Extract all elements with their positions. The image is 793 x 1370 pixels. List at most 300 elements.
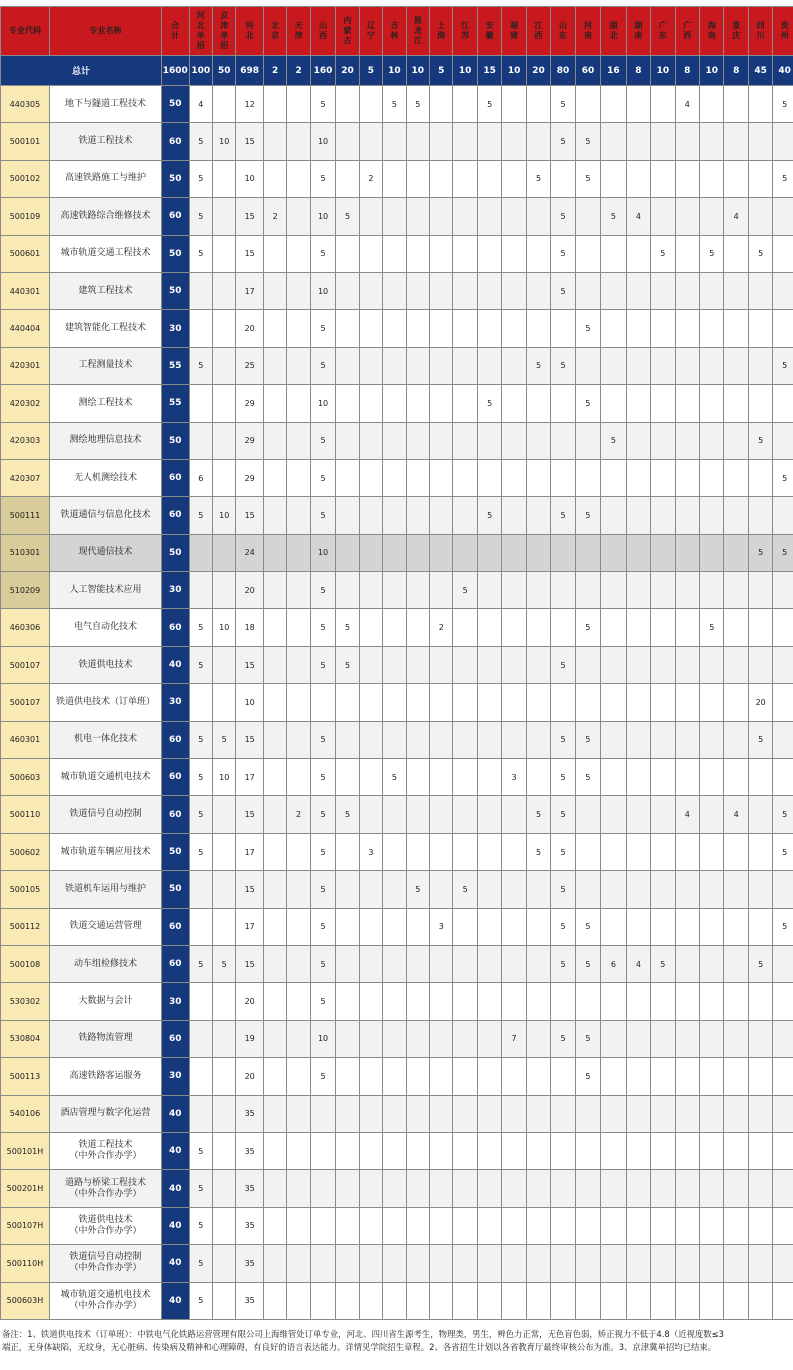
quota-cell (675, 572, 699, 609)
quota-cell (359, 497, 382, 534)
quota-cell: 5 (700, 609, 724, 646)
quota-cell (601, 1170, 626, 1207)
quota-cell (626, 1207, 650, 1244)
quota-cell (575, 1245, 600, 1282)
quota-cell (336, 1058, 359, 1095)
table-row (1, 871, 793, 908)
quota-cell (551, 534, 575, 571)
quota-cell (651, 272, 675, 309)
quota-cell (430, 1282, 453, 1319)
quota-cell (601, 759, 626, 796)
quota-cell (336, 759, 359, 796)
quota-cell (502, 123, 526, 160)
quota-cell (700, 983, 724, 1020)
quota-cell (601, 1282, 626, 1319)
quota-cell (675, 759, 699, 796)
quota-cell (263, 1245, 286, 1282)
quota-cell (626, 721, 650, 758)
quota-cell: 5 (773, 86, 793, 123)
quota-cell (336, 385, 359, 422)
table-row (1, 796, 793, 833)
major-name: 铁道信号自动控制 （中外合作办学） (49, 1245, 161, 1282)
quota-cell (526, 609, 550, 646)
quota-cell: 5 (551, 1020, 575, 1057)
major-code: 500105 (1, 871, 50, 908)
sum-cell: 10 (651, 56, 675, 86)
quota-cell (773, 1058, 793, 1095)
quota-cell (724, 1282, 748, 1319)
quota-cell (359, 721, 382, 758)
quota-cell (453, 1245, 477, 1282)
quota-cell (263, 1020, 286, 1057)
quota-cell (675, 534, 699, 571)
quota-cell (502, 945, 526, 982)
quota-cell (453, 684, 477, 721)
quota-cell (748, 1058, 772, 1095)
quota-cell (724, 534, 748, 571)
quota-cell: 5 (310, 572, 335, 609)
quota-cell (502, 198, 526, 235)
quota-cell (212, 1132, 235, 1169)
quota-cell: 2 (263, 198, 286, 235)
major-total: 50 (162, 86, 190, 123)
header-region: 山东 (551, 7, 575, 56)
quota-cell (453, 385, 477, 422)
quota-cell (502, 160, 526, 197)
quota-cell (336, 983, 359, 1020)
quota-cell (773, 310, 793, 347)
major-code: 500110 (1, 796, 50, 833)
major-name: 铁道交通运营管理 (49, 908, 161, 945)
table-row (1, 833, 793, 870)
quota-cell: 17 (236, 759, 264, 796)
quota-cell (406, 1282, 429, 1319)
major-name: 工程测量技术 (49, 347, 161, 384)
quota-cell (406, 1058, 429, 1095)
major-total: 30 (162, 684, 190, 721)
quota-cell (383, 721, 406, 758)
quota-cell (430, 347, 453, 384)
quota-cell (575, 86, 600, 123)
sum-cell: 10 (700, 56, 724, 86)
header-name: 专业名称 (49, 7, 161, 56)
quota-cell: 5 (551, 198, 575, 235)
quota-cell: 5 (310, 459, 335, 496)
quota-cell: 35 (236, 1282, 264, 1319)
quota-cell (430, 1132, 453, 1169)
quota-cell (359, 1245, 382, 1282)
table-row (1, 609, 793, 646)
quota-cell (748, 123, 772, 160)
quota-cell (675, 160, 699, 197)
quota-cell (700, 1132, 724, 1169)
quota-cell (551, 1207, 575, 1244)
sum-row (1, 56, 793, 86)
quota-cell (626, 1020, 650, 1057)
major-total: 50 (162, 422, 190, 459)
major-total: 30 (162, 310, 190, 347)
quota-cell (724, 422, 748, 459)
quota-cell (430, 1245, 453, 1282)
major-total: 60 (162, 759, 190, 796)
major-code: 500113 (1, 1058, 50, 1095)
quota-cell (287, 983, 310, 1020)
quota-cell (651, 347, 675, 384)
quota-cell (430, 385, 453, 422)
quota-cell: 5 (189, 235, 212, 272)
sum-label: 总计 (1, 56, 162, 86)
quota-cell (626, 347, 650, 384)
quota-cell: 5 (575, 497, 600, 534)
major-code: 500107 (1, 646, 50, 683)
quota-cell: 10 (212, 759, 235, 796)
quota-cell (551, 459, 575, 496)
quota-cell (626, 459, 650, 496)
quota-cell: 15 (236, 646, 264, 683)
sum-cell: 10 (383, 56, 406, 86)
quota-cell (748, 1020, 772, 1057)
quota-cell (336, 86, 359, 123)
quota-cell (383, 1282, 406, 1319)
quota-cell (651, 1020, 675, 1057)
header-region: 湖南 (626, 7, 650, 56)
header-region: 北京 (263, 7, 286, 56)
quota-cell: 12 (236, 86, 264, 123)
quota-cell (700, 459, 724, 496)
quota-cell (263, 497, 286, 534)
quota-cell: 20 (236, 572, 264, 609)
quota-cell (336, 534, 359, 571)
quota-cell (773, 1207, 793, 1244)
major-total: 55 (162, 385, 190, 422)
major-code: 420307 (1, 459, 50, 496)
quota-cell (700, 646, 724, 683)
quota-cell (383, 1170, 406, 1207)
major-name: 铁道机车运用与维护 (49, 871, 161, 908)
major-name: 机电一体化技术 (49, 721, 161, 758)
quota-cell: 6 (189, 459, 212, 496)
quota-cell (477, 1020, 501, 1057)
quota-cell (526, 272, 550, 309)
quota-cell (189, 572, 212, 609)
quota-cell (212, 1207, 235, 1244)
quota-cell (601, 497, 626, 534)
quota-cell (406, 759, 429, 796)
quota-cell (502, 646, 526, 683)
quota-cell: 5 (526, 833, 550, 870)
quota-cell (551, 385, 575, 422)
quota-cell (359, 534, 382, 571)
quota-cell (724, 908, 748, 945)
quota-cell (601, 1020, 626, 1057)
quota-cell (724, 871, 748, 908)
header-code: 专业代码 (1, 7, 50, 56)
quota-cell (287, 1132, 310, 1169)
quota-cell (263, 1132, 286, 1169)
quota-cell (212, 1058, 235, 1095)
quota-cell (212, 272, 235, 309)
quota-cell (526, 945, 550, 982)
quota-cell (675, 945, 699, 982)
quota-cell: 5 (310, 871, 335, 908)
quota-cell (430, 1170, 453, 1207)
table-row (1, 908, 793, 945)
quota-cell (453, 1020, 477, 1057)
quota-cell (700, 1095, 724, 1132)
quota-cell (477, 759, 501, 796)
quota-cell: 15 (236, 235, 264, 272)
quota-cell (773, 422, 793, 459)
major-name: 电气自动化技术 (49, 609, 161, 646)
quota-cell (626, 385, 650, 422)
quota-cell (383, 235, 406, 272)
quota-cell: 15 (236, 123, 264, 160)
quota-cell (212, 908, 235, 945)
quota-cell (724, 609, 748, 646)
quota-cell (359, 1020, 382, 1057)
quota-cell: 10 (236, 160, 264, 197)
quota-cell (526, 1282, 550, 1319)
quota-cell (700, 1020, 724, 1057)
quota-cell (287, 1058, 310, 1095)
quota-cell (651, 310, 675, 347)
major-total: 60 (162, 1020, 190, 1057)
quota-cell (453, 123, 477, 160)
quota-cell (336, 347, 359, 384)
quota-cell (263, 796, 286, 833)
quota-cell (675, 1282, 699, 1319)
quota-cell (700, 945, 724, 982)
quota-cell: 5 (575, 945, 600, 982)
quota-cell (724, 497, 748, 534)
quota-cell: 5 (551, 235, 575, 272)
sum-total: 1600 (162, 56, 190, 86)
major-name: 铁道工程技术 (49, 123, 161, 160)
quota-cell (310, 1095, 335, 1132)
quota-cell (626, 833, 650, 870)
major-code: 500101 (1, 123, 50, 160)
quota-cell (336, 871, 359, 908)
table-row (1, 721, 793, 758)
major-total: 60 (162, 945, 190, 982)
quota-cell (651, 871, 675, 908)
header-region: 广东 (651, 7, 675, 56)
quota-cell (430, 235, 453, 272)
quota-cell (601, 1058, 626, 1095)
sum-cell: 10 (453, 56, 477, 86)
quota-cell (406, 1095, 429, 1132)
header-region: 安徽 (477, 7, 501, 56)
quota-cell (773, 272, 793, 309)
quota-cell: 29 (236, 422, 264, 459)
major-code: 500102 (1, 160, 50, 197)
quota-cell (601, 833, 626, 870)
footnote (2, 1328, 791, 1354)
quota-cell (430, 1058, 453, 1095)
quota-cell (651, 833, 675, 870)
quota-cell: 7 (502, 1020, 526, 1057)
major-name: 道路与桥梁工程技术 （中外合作办学） (49, 1170, 161, 1207)
quota-cell (575, 796, 600, 833)
quota-cell: 5 (773, 833, 793, 870)
header-region: 黑龙江 (406, 7, 429, 56)
quota-cell: 3 (502, 759, 526, 796)
quota-cell (359, 759, 382, 796)
quota-cell (700, 1170, 724, 1207)
header-region: 河北单招 (189, 7, 212, 56)
major-name: 无人机测绘技术 (49, 459, 161, 496)
quota-cell: 20 (236, 983, 264, 1020)
quota-cell: 5 (310, 86, 335, 123)
quota-cell: 5 (406, 871, 429, 908)
quota-cell (724, 1020, 748, 1057)
quota-cell (477, 459, 501, 496)
quota-cell: 5 (310, 235, 335, 272)
table-row (1, 310, 793, 347)
quota-cell (263, 1282, 286, 1319)
quota-cell (336, 1282, 359, 1319)
quota-cell (212, 385, 235, 422)
quota-cell (575, 459, 600, 496)
quota-cell (189, 385, 212, 422)
quota-cell (551, 160, 575, 197)
quota-cell (748, 609, 772, 646)
major-total: 30 (162, 1058, 190, 1095)
quota-cell (453, 497, 477, 534)
quota-cell (675, 1095, 699, 1132)
quota-cell (626, 422, 650, 459)
quota-cell (651, 459, 675, 496)
quota-cell: 5 (748, 235, 772, 272)
quota-cell (601, 871, 626, 908)
quota-cell (748, 497, 772, 534)
quota-cell: 5 (601, 422, 626, 459)
quota-cell (263, 422, 286, 459)
quota-cell (601, 272, 626, 309)
quota-cell (601, 684, 626, 721)
quota-cell (189, 422, 212, 459)
quota-cell (263, 1095, 286, 1132)
quota-cell: 5 (651, 945, 675, 982)
major-total: 60 (162, 908, 190, 945)
major-total: 40 (162, 646, 190, 683)
quota-cell (651, 1245, 675, 1282)
quota-cell (477, 1245, 501, 1282)
sum-cell: 100 (189, 56, 212, 86)
quota-cell (189, 983, 212, 1020)
quota-cell: 10 (310, 385, 335, 422)
quota-cell (748, 310, 772, 347)
quota-cell (675, 609, 699, 646)
quota-cell (383, 123, 406, 160)
quota-cell (575, 534, 600, 571)
quota-cell: 5 (189, 646, 212, 683)
quota-cell: 2 (430, 609, 453, 646)
quota-cell (430, 572, 453, 609)
quota-cell (212, 310, 235, 347)
quota-cell (601, 908, 626, 945)
table-header-row (1, 7, 793, 56)
major-total: 40 (162, 1245, 190, 1282)
sum-cell: 5 (430, 56, 453, 86)
quota-cell: 5 (551, 759, 575, 796)
quota-cell (526, 871, 550, 908)
quota-cell (336, 272, 359, 309)
quota-cell (651, 1058, 675, 1095)
quota-cell (724, 310, 748, 347)
quota-cell (406, 684, 429, 721)
quota-cell (626, 534, 650, 571)
quota-cell (383, 272, 406, 309)
quota-cell (359, 459, 382, 496)
quota-cell: 5 (189, 796, 212, 833)
quota-cell (526, 1207, 550, 1244)
major-name: 动车组检修技术 (49, 945, 161, 982)
quota-cell: 5 (575, 721, 600, 758)
header-region: 江苏 (453, 7, 477, 56)
quota-cell (502, 721, 526, 758)
quota-cell: 29 (236, 385, 264, 422)
quota-cell: 5 (189, 123, 212, 160)
quota-cell (526, 572, 550, 609)
quota-cell (626, 1170, 650, 1207)
quota-cell: 5 (551, 796, 575, 833)
quota-cell: 10 (310, 272, 335, 309)
quota-cell (601, 983, 626, 1020)
quota-cell (651, 497, 675, 534)
table-row (1, 272, 793, 309)
quota-cell (453, 459, 477, 496)
quota-cell (212, 646, 235, 683)
quota-cell (336, 422, 359, 459)
quota-cell (748, 796, 772, 833)
table-row (1, 572, 793, 609)
quota-cell: 4 (675, 86, 699, 123)
quota-cell (575, 347, 600, 384)
quota-cell (601, 347, 626, 384)
quota-cell (700, 123, 724, 160)
sum-cell: 60 (575, 56, 600, 86)
quota-cell (502, 1207, 526, 1244)
quota-cell: 5 (189, 945, 212, 982)
header-total: 合计 (162, 7, 190, 56)
quota-cell: 5 (773, 796, 793, 833)
header-region: 内蒙古 (336, 7, 359, 56)
quota-cell (626, 759, 650, 796)
quota-cell (575, 1207, 600, 1244)
major-code: 510301 (1, 534, 50, 571)
quota-cell (651, 609, 675, 646)
quota-cell (477, 235, 501, 272)
quota-cell (477, 983, 501, 1020)
quota-cell (748, 871, 772, 908)
quota-cell (601, 1245, 626, 1282)
quota-cell (651, 385, 675, 422)
quota-cell (287, 871, 310, 908)
header-region: 四川 (748, 7, 772, 56)
quota-cell (287, 646, 310, 683)
quota-cell (675, 1245, 699, 1282)
quota-cell: 4 (189, 86, 212, 123)
quota-cell (748, 759, 772, 796)
major-total: 60 (162, 609, 190, 646)
quota-cell (626, 160, 650, 197)
sum-cell: 8 (675, 56, 699, 86)
quota-cell (651, 123, 675, 160)
quota-cell: 5 (526, 160, 550, 197)
quota-cell (651, 983, 675, 1020)
quota-cell (675, 646, 699, 683)
